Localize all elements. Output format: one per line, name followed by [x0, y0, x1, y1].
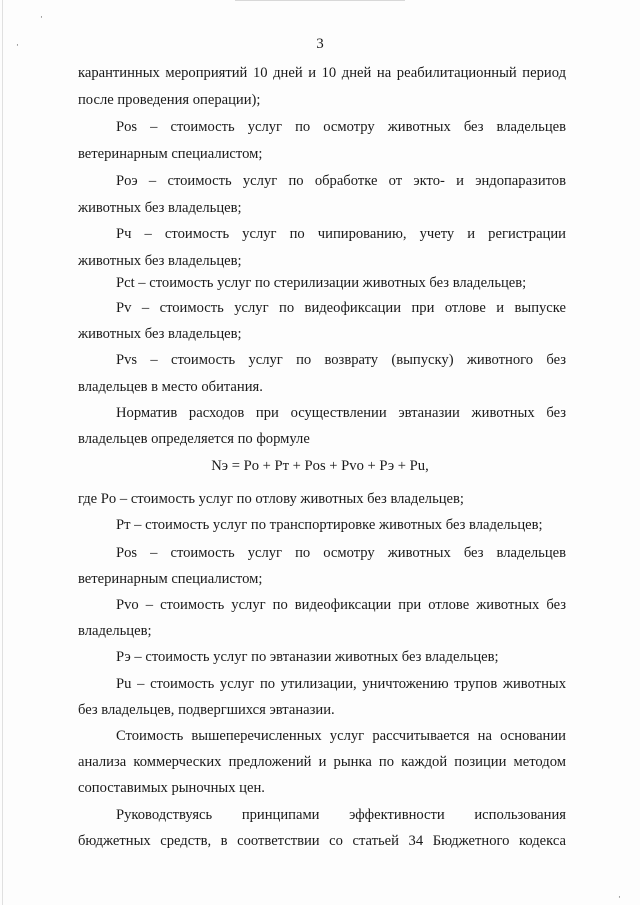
page-number: 3 [316, 36, 324, 52]
body-line: где Рo – стоимость услуг по отлову животных без владельцев; [78, 491, 464, 507]
body-line: животных без владельцев; [78, 200, 242, 216]
body-line: Рvo – стоимость услуг по видеофиксации при отлове животных без [116, 597, 566, 613]
body-line: сопоставимых рыночных цен. [78, 780, 265, 796]
body-line: анализа коммерческих предложений и рынка по каждой позиции методом [78, 754, 566, 770]
body-line: Руководствуясь принципами эффективности использования [116, 807, 566, 823]
body-line: Pos – стоимость услуг по осмотру животных без владельцев [116, 545, 566, 561]
body-line: Рu – стоимость услуг по утилизации, уничтожению трупов животных [116, 676, 566, 692]
body-line: владельцев в место обитания. [78, 379, 263, 395]
body-line: Рvs – стоимость услуг по возврату (выпуску) животного без [116, 352, 566, 368]
body-line: Рсt – стоимость услуг по стерилизации животных без владельцев; [116, 275, 527, 291]
body-line: Рv – стоимость услуг по видеофиксации при отлове и выпуске [116, 300, 566, 316]
body-line: карантинных мероприятий 10 дней и 10 дней на реабилитационный период [78, 65, 566, 81]
formula: Nэ = Рo + Рт + Pos + Рvo + Рэ + Рu, [211, 458, 429, 474]
body-line: владельцев определяется по формуле [78, 431, 310, 447]
body-line: после проведения операции); [78, 92, 261, 108]
body-line: Pos – стоимость услуг по осмотру животных без владельцев [116, 119, 566, 135]
body-line: животных без владельцев; [78, 253, 242, 269]
scan-speck: · [618, 893, 621, 903]
scan-edge-left [2, 0, 3, 905]
body-line: Рт – стоимость услуг по транспортировке животных без владельцев; [116, 517, 543, 533]
scan-speck: · [16, 41, 19, 51]
body-line: Стоимость вышеперечисленных услуг рассчитывается на основании [116, 728, 566, 744]
body-line: Рoэ – стоимость услуг по обработке от экто- и эндопаразитов [116, 173, 566, 189]
body-line: животных без владельцев; [78, 326, 242, 342]
body-line: владельцев; [78, 623, 152, 639]
body-line: без владельцев, подвергшихся эвтаназии. [78, 702, 335, 718]
body-line: ветеринарным специалистом; [78, 146, 263, 162]
body-line: бюджетных средств, в соответствии со статьей 34 Бюджетного кодекса [78, 833, 566, 849]
body-line: Норматив расходов при осуществлении эвтаназии животных без [116, 405, 566, 421]
body-line: Рч – стоимость услуг по чипированию, учету и регистрации [116, 226, 566, 242]
body-line: ветеринарным специалистом; [78, 571, 263, 587]
body-line: Рэ – стоимость услуг по эвтаназии животных без владельцев; [116, 649, 499, 665]
scan-speck: · [40, 13, 43, 23]
scan-edge-top [235, 0, 405, 1]
